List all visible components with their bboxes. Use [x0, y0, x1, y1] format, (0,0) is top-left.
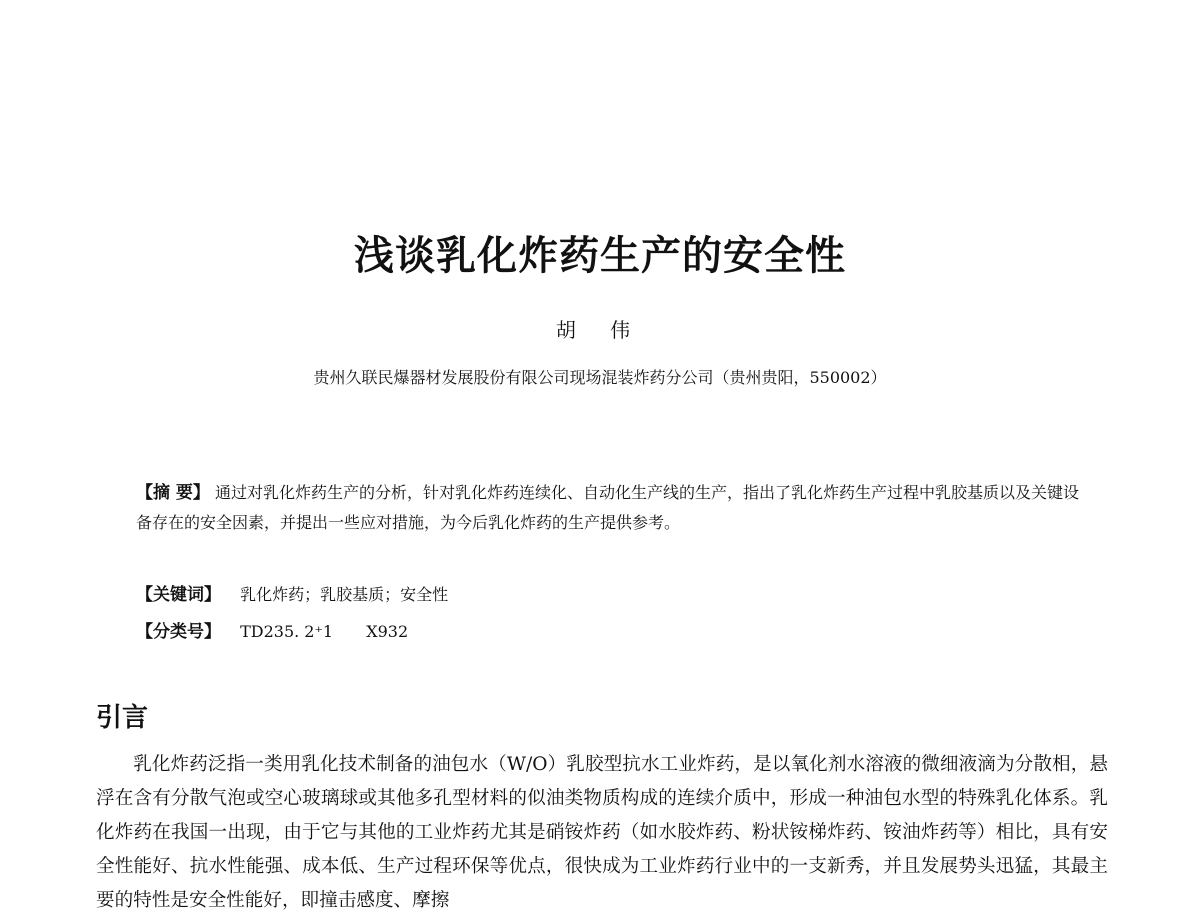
classification-code-b: X932: [366, 622, 409, 641]
classification-code-a: TD235. 2⁺1: [240, 622, 334, 641]
paper-title: 浅谈乳化炸药生产的安全性: [354, 232, 846, 279]
classification-label: 【分类号】: [136, 622, 221, 642]
keywords-label: 【关键词】: [136, 585, 221, 605]
classification-line: [136, 617, 408, 647]
abstract-text: 通过对乳化炸药生产的分析，针对乳化炸药连续化、自动化生产线的生产，指出了乳化炸药生产过程中乳胶基质以及关键设备存在的安全因素，并提出一些应对措施，为今后乳化炸药的生产提供参考。: [136, 483, 1080, 532]
section-heading: 引言: [96, 703, 149, 733]
author-affiliation: 贵州久联民爆器材发展股份有限公司现场混装炸药分公司（贵州贵阳，550002）: [313, 368, 887, 387]
author-name: 胡 伟: [555, 318, 645, 342]
keywords-line: [136, 580, 448, 610]
body-paragraph: 乳化炸药泛指一类用乳化技术制备的油包水（W/O）乳胶型抗水工业炸药，是以氧化剂水溶液的微细液滴为分散相，悬浮在含有分散气泡或空心玻璃球或其他多孔型材料的似油类物质构成的连续介质中，形成一种油包水型的特殊乳化体系。乳化炸药在我国一出现，由于它与其他的工业炸药尤其是硝铵炸药（如水胶炸药、粉状铵梯炸药、铵油炸药等）相比，具有安全性能好、抗水性能强、成本低、生产过程环保等优点，很快成为工业炸药行业中的一支新秀，并且发展势头迅猛，其最主要的特性是安全性能好，即撞击感度、摩擦: [96, 754, 1108, 911]
abstract-label: 【摘 要】: [136, 483, 210, 503]
abstract-block: [136, 478, 1084, 538]
keywords-text: 乳化炸药；乳胶基质；安全性: [240, 585, 449, 604]
